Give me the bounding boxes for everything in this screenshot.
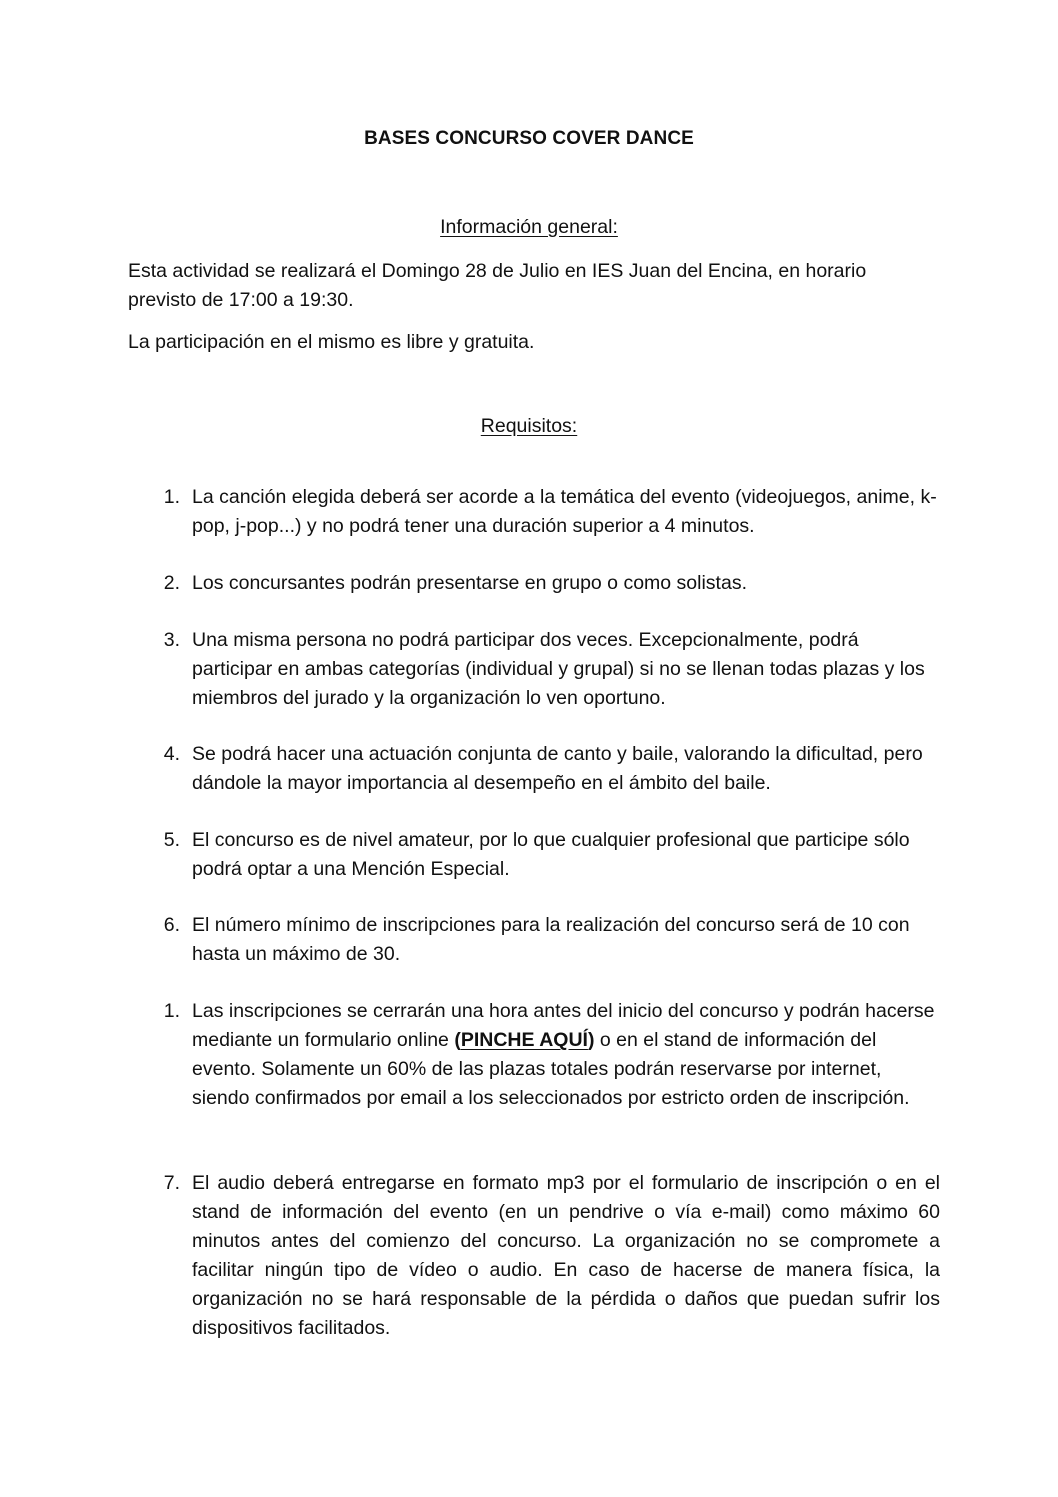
list-item-number: 6. [163, 914, 180, 936]
info-heading: Información general: [440, 216, 618, 238]
list-item [150, 626, 940, 713]
info-paragraph-participation: La participación en el mismo es libre y gratuita. [128, 331, 535, 353]
list-item-text: El número mínimo de inscripciones para la realización del concurso será de 10 con hasta un máximo de 30. [192, 914, 910, 965]
list-item-number: 5. [163, 829, 180, 851]
list-item-text-after: o en el stand de información del evento. Solamente un 60% de las plazas totales podrán reservarse por internet, siendo confirmados por email a los seleccionados por estricto orden de inscripción. [192, 1029, 910, 1109]
list-item-number: 7. [163, 1172, 180, 1194]
list-item-text: Los concursantes podrán presentarse en grupo o como solistas. [192, 572, 747, 594]
list-item-text: El concurso es de nivel amateur, por lo que cualquier profesional que participe sólo podrá optar a una Mención Especial. [192, 829, 910, 880]
list-item-number: 4. [163, 743, 180, 765]
list-item [150, 569, 940, 598]
signup-form-link[interactable]: PINCHE AQUÍ [460, 1029, 588, 1051]
list-item-text: Se podrá hacer una actuación conjunta de canto y baile, valorando la dificultad, pero dándole la mayor importancia al desempeño en el ámbito del baile. [192, 743, 923, 794]
requirements-heading: Requisitos: [480, 415, 578, 437]
list-item-text: Una misma persona no podrá participar dos veces. Excepcionalmente, podrá participar en ambas categorías (individual y grupal) si no se llenan todas plazas y los miembros del jurado y la organización lo ven oportuno. [192, 629, 925, 709]
list-item-number: 1. [163, 1000, 180, 1022]
list-item [150, 997, 940, 1113]
list-item-number: 2. [163, 572, 180, 594]
list-item-text: La canción elegida deberá ser acorde a la temática del evento (videojuegos, anime, k-pop, j-pop...) y no podrá tener una duración superior a 4 minutos. [192, 486, 937, 537]
document-title: BASES CONCURSO COVER DANCE [364, 128, 694, 149]
list-item [150, 483, 940, 541]
link-paren-open: ( [454, 1029, 461, 1051]
list-item-text [192, 997, 940, 1113]
list-item-text-before: Las inscripciones se cerrarán una hora antes del inicio del concurso y podrán hacerse mediante un formulario online [192, 1000, 935, 1051]
list-item [150, 911, 940, 969]
list-item-text: El audio deberá entregarse en formato mp3 por el formulario de inscripción o en el stand de información del evento (en un pendrive o vía e-mail) como máximo 60 minutos antes del comienzo del concurso. La organización no se compromete a facilitar ningún tipo de vídeo o audio. En caso de hacerse de manera física, la organización no se hará responsable de la pérdida o daños que puedan sufrir los dispositivos facilitados. [192, 1172, 940, 1339]
link-paren-close: ) [587, 1029, 595, 1051]
list-item [150, 740, 940, 798]
list-item [150, 1169, 940, 1343]
list-item-number: 1. [163, 486, 180, 508]
info-paragraph-schedule: Esta actividad se realizará el Domingo 28 de Julio en IES Juan del Encina, en horario previsto de 17:00 a 19:30. [128, 260, 867, 311]
list-item [150, 826, 940, 884]
list-item-number: 3. [163, 629, 180, 651]
